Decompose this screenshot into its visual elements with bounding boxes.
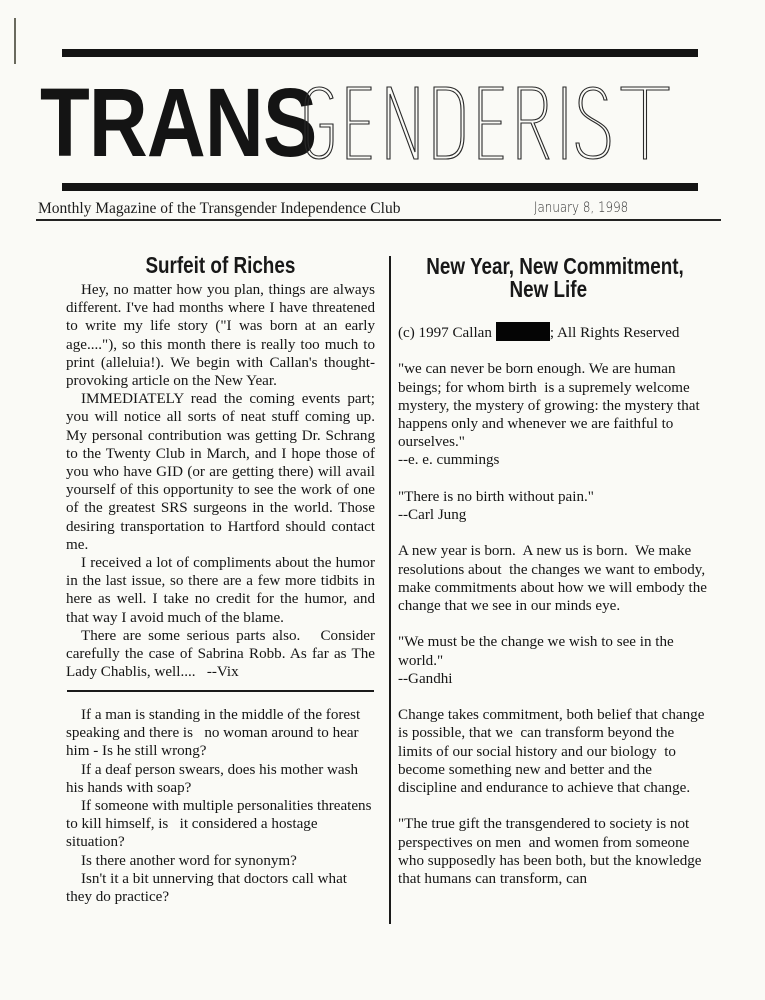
paragraph: A new year is born. A new us is born. We make resolutions about the changes we want to embody, make commitments about how we will embody the change that we see in our minds eye. xyxy=(398,543,711,614)
column-divider xyxy=(389,256,391,924)
masthead-top-bar xyxy=(62,49,698,57)
left-article-headline xyxy=(66,254,374,277)
masthead-bottom-bar xyxy=(62,183,698,191)
copyright-suffix: ; All Rights Reserved xyxy=(549,325,680,341)
quote-block: "There is no birth without pain." xyxy=(398,488,594,505)
humor-item: If a man is standing in the middle of the forest speaking and there is no woman around to hear him - Is he still wrong? xyxy=(66,707,364,760)
headline-line-1: New Year, New Commitment, xyxy=(426,253,684,279)
quote-block: "we can never be born enough. We are human beings; for whom birth is a supremely welcome mystery, the mystery of growing: the mystery that happens only and whenever we are faithful to ourselves." xyxy=(398,361,704,451)
quote-block: "The true gift the transgendered to society is not perspectives on men and women from someone who supposedly has been both, but the knowledge that humans can transform, can xyxy=(398,816,706,887)
headline-text: Surfeit of Riches xyxy=(145,252,295,278)
paragraph: I received a lot of compliments about the humor in the last issue, so there are a few more tidbits in here as well. I take no credit for the humor, and that way I avoid much of the blame. xyxy=(66,555,375,626)
quote-attribution: --e. e. cummings xyxy=(398,452,500,469)
humor-item: If a deaf person swears, does his mother wash his hands with soap? xyxy=(66,761,362,796)
masthead-title-bold: TRANS xyxy=(40,68,317,177)
copyright-prefix: (c) 1997 Callan xyxy=(398,325,492,341)
genderist-outline-lettering xyxy=(303,86,671,160)
paragraph: IMMEDIATELY read the coming events part; you will notice all sorts of neat stuff coming up. My personal contribution was getting Dr. Schrang to the Twenty Club in March, and I hope those of you who have GID (or are getting there) will avail yourself of this opportunity to see the work of one of the greatest SRS surgeons in the world. Those desiring transportation to Hartford should contact me. xyxy=(66,391,375,553)
humor-item: Isn't it a bit unnerving that doctors call what they do practice? xyxy=(66,870,351,906)
paragraph: There are some serious parts also. Consider carefully the case of Sabrina Robb. As far as The Lady Chablis, well.... --Vix xyxy=(66,627,379,681)
quote-attribution: --Gandhi xyxy=(398,670,453,687)
quote-attribution: --Carl Jung xyxy=(398,507,467,523)
issue-date: January 8, 1998 xyxy=(534,200,629,216)
right-article-headline xyxy=(398,255,698,301)
humor-item: Is there another word for synonym? xyxy=(81,852,297,869)
copyright-line xyxy=(398,322,718,342)
masthead-title-light xyxy=(303,86,671,160)
masthead-subtitle: Monthly Magazine of the Transgender Independence Club xyxy=(38,200,401,217)
headline-line-2: New Life xyxy=(509,276,587,302)
left-article-body xyxy=(66,281,379,681)
margin-mark xyxy=(14,18,16,64)
humor-section xyxy=(66,706,375,906)
redacted-surname xyxy=(496,322,550,341)
masthead-rule xyxy=(36,219,721,221)
section-separator xyxy=(67,690,374,692)
paragraph: Change takes commitment, both belief that change is possible, that we can transform beyond the limits of our social history and our biology to become something new and better and the discipline and endurance to achieve that change. xyxy=(398,707,709,796)
quote-block: "We must be the change we wish to see in the world." xyxy=(398,634,678,669)
paragraph: Hey, no matter how you plan, things are always different. I've had months where I have threatened to write my life story ("I was born at an early age...."), so this month there is really too much to print (alleluia!). We begin with Callan's thought-provoking article on the New Year. xyxy=(66,282,375,390)
humor-item: If someone with multiple personalities threatens to kill himself, is it considered a hostage situation? xyxy=(66,798,376,851)
right-article-body xyxy=(398,322,718,906)
